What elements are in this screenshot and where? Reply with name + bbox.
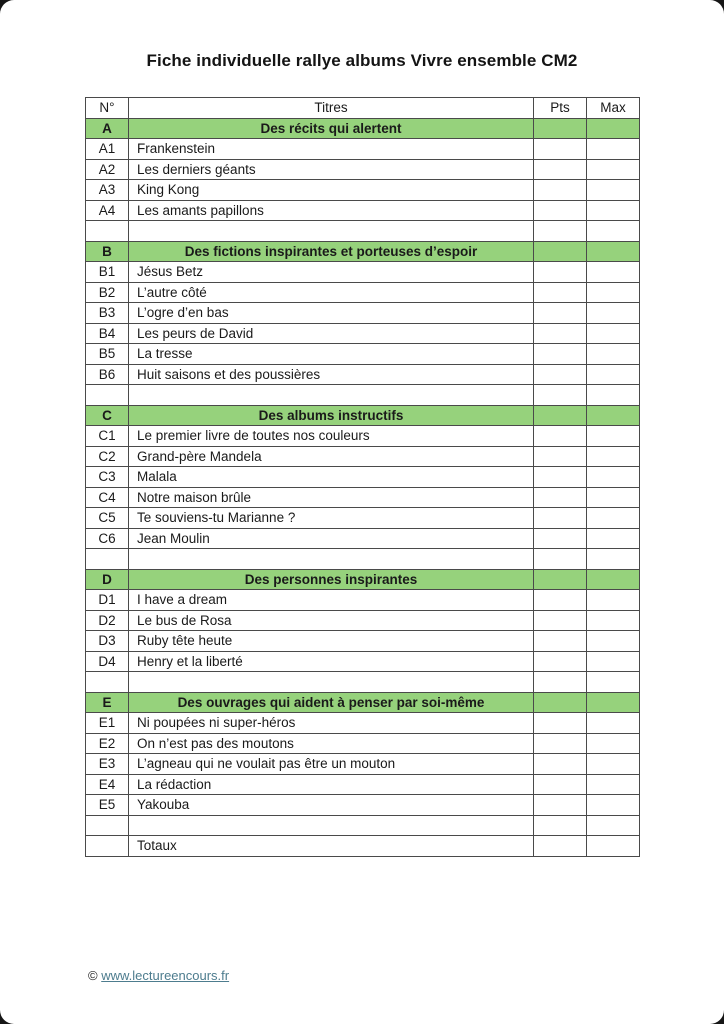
section-header-row <box>86 405 640 426</box>
pts-cell <box>534 590 587 611</box>
column-header: Titres <box>129 98 534 119</box>
row-number-cell: D2 <box>86 610 129 631</box>
max-cell <box>587 303 640 324</box>
pts-cell <box>534 795 587 816</box>
max-cell <box>587 221 640 242</box>
max-cell <box>587 651 640 672</box>
pts-cell <box>534 159 587 180</box>
max-cell <box>587 446 640 467</box>
table-row <box>86 610 640 631</box>
column-header: Pts <box>534 98 587 119</box>
spacer-row <box>86 385 640 406</box>
max-cell <box>587 713 640 734</box>
title-cell: Te souviens-tu Marianne ? <box>129 508 534 529</box>
max-cell <box>587 344 640 365</box>
title-cell: Les peurs de David <box>129 323 534 344</box>
pts-cell <box>534 487 587 508</box>
title-cell: I have a dream <box>129 590 534 611</box>
max-cell <box>587 795 640 816</box>
table-row <box>86 528 640 549</box>
pts-cell <box>534 180 587 201</box>
table-row <box>86 651 640 672</box>
max-cell <box>587 528 640 549</box>
row-number-cell: C2 <box>86 446 129 467</box>
table-row <box>86 795 640 816</box>
title-cell: L’agneau qui ne voulait pas être un mouton <box>129 754 534 775</box>
table-row <box>86 180 640 201</box>
title-cell: Des récits qui alertent <box>129 118 534 139</box>
row-number-cell: B4 <box>86 323 129 344</box>
pts-cell <box>534 405 587 426</box>
row-number-cell: C1 <box>86 426 129 447</box>
table-row <box>86 426 640 447</box>
row-number-cell: A4 <box>86 200 129 221</box>
title-cell <box>129 385 534 406</box>
row-number-cell <box>86 385 129 406</box>
max-cell <box>587 364 640 385</box>
table-row <box>86 733 640 754</box>
title-cell: Des personnes inspirantes <box>129 569 534 590</box>
title-cell: Le bus de Rosa <box>129 610 534 631</box>
max-cell <box>587 426 640 447</box>
title-cell: Les derniers géants <box>129 159 534 180</box>
title-cell: Ni poupées ni super-héros <box>129 713 534 734</box>
row-number-cell <box>86 815 129 836</box>
max-cell <box>587 692 640 713</box>
pts-cell <box>534 815 587 836</box>
row-number-cell: D4 <box>86 651 129 672</box>
row-number-cell <box>86 836 129 857</box>
title-cell: La rédaction <box>129 774 534 795</box>
section-header-row <box>86 241 640 262</box>
title-cell: Jean Moulin <box>129 528 534 549</box>
max-cell <box>587 180 640 201</box>
max-cell <box>587 549 640 570</box>
row-number-cell: A <box>86 118 129 139</box>
max-cell <box>587 200 640 221</box>
title-cell: Huit saisons et des poussières <box>129 364 534 385</box>
row-number-cell: B5 <box>86 344 129 365</box>
table-row <box>86 508 640 529</box>
title-cell: Le premier livre de toutes nos couleurs <box>129 426 534 447</box>
title-cell <box>129 549 534 570</box>
row-number-cell <box>86 672 129 693</box>
max-cell <box>587 139 640 160</box>
table-row <box>86 159 640 180</box>
max-cell <box>587 672 640 693</box>
title-cell: Notre maison brûle <box>129 487 534 508</box>
max-cell <box>587 774 640 795</box>
page-title: Fiche individuelle rallye albums Vivre ensemble CM2 <box>146 51 578 70</box>
pts-cell <box>534 139 587 160</box>
max-cell <box>587 815 640 836</box>
totals-row <box>86 836 640 857</box>
title-cell: Grand-père Mandela <box>129 446 534 467</box>
row-number-cell: E1 <box>86 713 129 734</box>
title-cell: Jésus Betz <box>129 262 534 283</box>
table-row <box>86 262 640 283</box>
max-cell <box>587 241 640 262</box>
row-number-cell: C6 <box>86 528 129 549</box>
table-row <box>86 282 640 303</box>
pts-cell <box>534 446 587 467</box>
title-cell <box>129 815 534 836</box>
pts-cell <box>534 528 587 549</box>
table-row <box>86 344 640 365</box>
table-row <box>86 590 640 611</box>
pts-cell <box>534 672 587 693</box>
pts-cell <box>534 508 587 529</box>
row-number-cell: C4 <box>86 487 129 508</box>
table-row <box>86 754 640 775</box>
pts-cell <box>534 200 587 221</box>
pts-cell <box>534 692 587 713</box>
max-cell <box>587 467 640 488</box>
row-number-cell: B6 <box>86 364 129 385</box>
max-cell <box>587 487 640 508</box>
row-number-cell: E <box>86 692 129 713</box>
table-row <box>86 303 640 324</box>
row-number-cell: E4 <box>86 774 129 795</box>
table-row <box>86 631 640 652</box>
spacer-row <box>86 221 640 242</box>
title-cell: Totaux <box>129 836 534 857</box>
row-number-cell: D3 <box>86 631 129 652</box>
pts-cell <box>534 385 587 406</box>
pts-cell <box>534 344 587 365</box>
title-cell <box>129 672 534 693</box>
score-table <box>85 97 640 857</box>
pts-cell <box>534 569 587 590</box>
pts-cell <box>534 754 587 775</box>
table-row <box>86 487 640 508</box>
pts-cell <box>534 241 587 262</box>
table-body <box>86 118 640 856</box>
row-number-cell: B3 <box>86 303 129 324</box>
table-row <box>86 200 640 221</box>
title-cell: Frankenstein <box>129 139 534 160</box>
table-row <box>86 446 640 467</box>
title-cell: Des fictions inspirantes et porteuses d’espoir <box>129 241 534 262</box>
spacer-row <box>86 815 640 836</box>
table-row <box>86 774 640 795</box>
title-cell: On n’est pas des moutons <box>129 733 534 754</box>
pts-cell <box>534 713 587 734</box>
pts-cell <box>534 426 587 447</box>
title-cell: Henry et la liberté <box>129 651 534 672</box>
title-cell: L’autre côté <box>129 282 534 303</box>
max-cell <box>587 282 640 303</box>
pts-cell <box>534 651 587 672</box>
pts-cell <box>534 733 587 754</box>
max-cell <box>587 836 640 857</box>
section-header-row <box>86 569 640 590</box>
footer-link[interactable]: www.lectureencours.fr <box>101 968 230 983</box>
pts-cell <box>534 303 587 324</box>
table-row <box>86 467 640 488</box>
max-cell <box>587 754 640 775</box>
pts-cell <box>534 282 587 303</box>
max-cell <box>587 118 640 139</box>
row-number-cell: A2 <box>86 159 129 180</box>
row-number-cell: B1 <box>86 262 129 283</box>
column-header: N° <box>86 98 129 119</box>
pts-cell <box>534 118 587 139</box>
max-cell <box>587 733 640 754</box>
pts-cell <box>534 610 587 631</box>
table-header <box>86 98 640 119</box>
title-cell: L’ogre d’en bas <box>129 303 534 324</box>
pts-cell <box>534 364 587 385</box>
max-cell <box>587 323 640 344</box>
spacer-row <box>86 549 640 570</box>
max-cell <box>587 262 640 283</box>
row-number-cell: B <box>86 241 129 262</box>
spacer-row <box>86 672 640 693</box>
section-header-row <box>86 118 640 139</box>
title-cell: King Kong <box>129 180 534 201</box>
max-cell <box>587 508 640 529</box>
row-number-cell: E3 <box>86 754 129 775</box>
pts-cell <box>534 631 587 652</box>
table-row <box>86 323 640 344</box>
footer <box>88 968 229 983</box>
pts-cell <box>534 323 587 344</box>
pts-cell <box>534 836 587 857</box>
row-number-cell: C3 <box>86 467 129 488</box>
title-cell: Des ouvrages qui aident à penser par soi-même <box>129 692 534 713</box>
row-number-cell: E2 <box>86 733 129 754</box>
section-header-row <box>86 692 640 713</box>
pts-cell <box>534 262 587 283</box>
title-cell: Les amants papillons <box>129 200 534 221</box>
row-number-cell: C <box>86 405 129 426</box>
title-cell: Malala <box>129 467 534 488</box>
row-number-cell <box>86 221 129 242</box>
table-row <box>86 139 640 160</box>
max-cell <box>587 610 640 631</box>
max-cell <box>587 590 640 611</box>
table-row <box>86 713 640 734</box>
column-header: Max <box>587 98 640 119</box>
row-number-cell: E5 <box>86 795 129 816</box>
max-cell <box>587 631 640 652</box>
row-number-cell: D1 <box>86 590 129 611</box>
pts-cell <box>534 221 587 242</box>
title-cell <box>129 221 534 242</box>
max-cell <box>587 159 640 180</box>
max-cell <box>587 405 640 426</box>
table-row <box>86 364 640 385</box>
row-number-cell <box>86 549 129 570</box>
row-number-cell: A1 <box>86 139 129 160</box>
title-cell: Ruby tête heute <box>129 631 534 652</box>
pts-cell <box>534 549 587 570</box>
row-number-cell: D <box>86 569 129 590</box>
row-number-cell: C5 <box>86 508 129 529</box>
title-cell: La tresse <box>129 344 534 365</box>
row-number-cell: B2 <box>86 282 129 303</box>
title-cell: Yakouba <box>129 795 534 816</box>
max-cell <box>587 385 640 406</box>
title-cell: Des albums instructifs <box>129 405 534 426</box>
max-cell <box>587 569 640 590</box>
copyright-symbol: © <box>88 968 98 983</box>
row-number-cell: A3 <box>86 180 129 201</box>
header-row <box>86 98 640 119</box>
pts-cell <box>534 467 587 488</box>
pts-cell <box>534 774 587 795</box>
